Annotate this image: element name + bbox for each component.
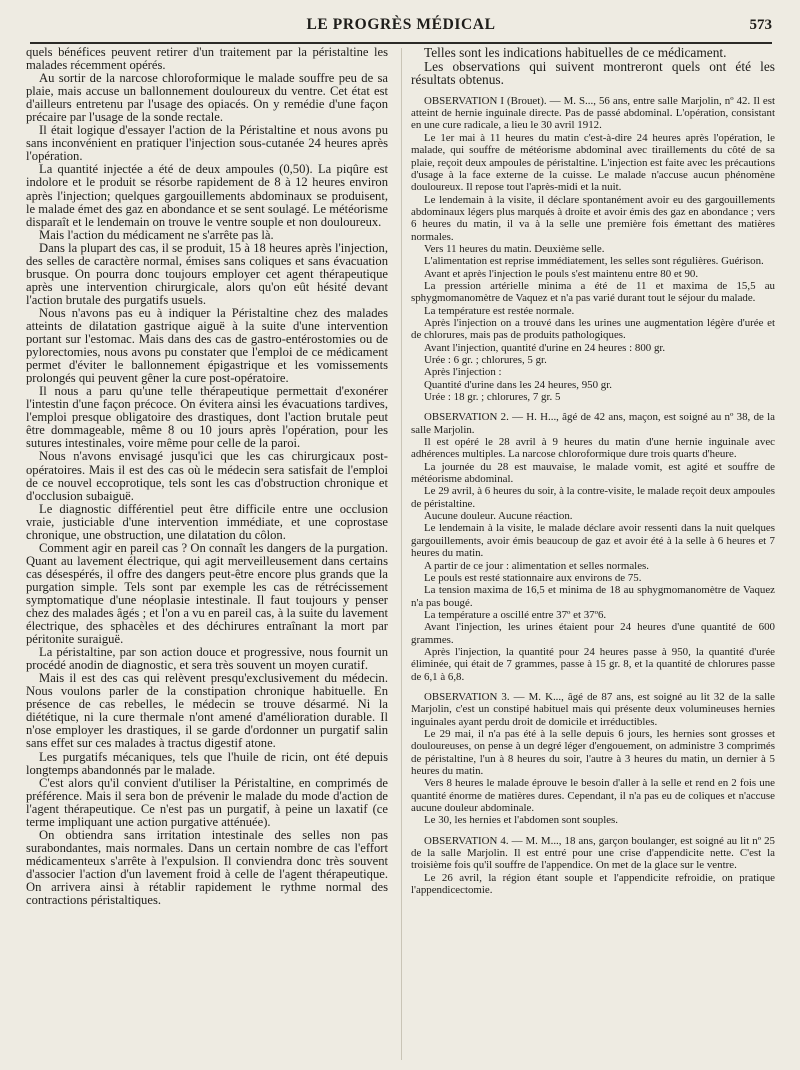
observation-2	[411, 411, 775, 683]
paragraph: Le 29 avril, à 6 heures du soir, à la contre-visite, le malade reçoit deux ampoules de péristaltine.	[411, 485, 775, 510]
paragraph: L'alimentation est reprise immédiatement, les selles sont régulières. Guérison.	[424, 255, 764, 268]
paragraph: Comment agir en pareil cas ? On connaît les dangers de la purgation. Quant au lavement électrique, qui agit merveilleusement dans certains cas désespérés, il offre des dangers peut-être encore plus grands que la purgation simple. Tels sont par exemple les cas de rétrécissement symptomatique d'une néoplasie intestinale. Il faut toujours y penser chez des malades âgés ; et l'on a vu en pareil cas, à la suite du lavement électrique, des sphacèles et des déchirures entraînant la mort par péritonite suraiguë.	[26, 540, 388, 647]
left-column	[26, 46, 388, 1062]
paragraph: La journée du 28 est mauvaise, le malade vomit, est agité et souffre de météorisme abdominal.	[411, 460, 775, 486]
paragraph: OBSERVATION I (Brouet). — M. S..., 56 ans, entre salle Marjolin, nº 42. Il est atteint de hernie inguinale directe. Pas de passé abdominal. L'opération, consistant en une cure radicale, a lieu le 30 avril 1912.	[411, 94, 775, 132]
paragraph: La péristaltine, par son action douce et progressive, nous fournit un procédé anodin de diagnostic, et sera très souvent un moyen curatif.	[26, 645, 388, 673]
paragraph: Le 29 mai, il n'a pas été à la selle depuis 6 jours, les hernies sont grosses et douloureuses, on pense à un degré léger d'engouement, on administre 3 comprimés de péristaltine, l'un à 8 heures du soir, l'autre à 3 heures du matin, un dernier à 5 heures du matin.	[411, 727, 775, 777]
paragraph: OBSERVATION 2. — H. H..., âgé de 42 ans, maçon, est soigné au nº 38, de la salle Marjolin.	[411, 411, 775, 436]
observation-1	[411, 95, 775, 404]
paragraph: Le diagnostic différentiel peut être difficile entre une occlusion vraie, justiciable d'une intervention immédiate, et une coprostase chronique, une obstruction, une dilatation du côlon.	[26, 501, 388, 542]
paragraph: Nous n'avons pas eu à indiquer la Péristaltine chez des malades atteints de dilatation gastrique aiguë à la suite d'une intervention portant sur l'estomac. Mais dans des cas de gastro-entérostomies ou de pylorectomies, nous avons pu constater que l'emploi de ce médicament permet d'éviter le ballonnement épigastrique et les vomissements prolongés qui peuvent gêner la cure post-opératoire.	[26, 305, 388, 386]
paragraph: Urée : 6 gr. ; chlorures, 5 gr.	[424, 354, 547, 366]
paragraph: Le lendemain à la visite, le malade déclare avoir ressenti dans la nuit quelques gargouillements, avoir émis beaucoup de gaz et avoir été à la selle à 6 heures et 7 heures du matin.	[411, 522, 775, 560]
paragraph: Après l'injection :	[424, 366, 502, 379]
observation-4	[411, 835, 775, 897]
paragraph: Il était logique d'essayer l'action de la Péristaltine et nous avons pu sans inconvénient en pratiquer l'injection sous-cutanée 24 heures après l'opération.	[26, 123, 388, 164]
paragraph: Le 1er mai à 11 heures du matin c'est-à-dire 24 heures après l'opération, le malade, qui souffre de météorisme abdominal avec tiraillements du côté de sa plaie, reçoit deux ampoules de péristaltine. L'injection est faite avec les précautions d'usage à la face externe de la cuisse. Le malade n'accuse aucun phénomène douloureux. Il repose tout l'après-midi et la nuit.	[411, 131, 775, 194]
paragraph: Les purgatifs mécaniques, tels que l'huile de ricin, ont été depuis longtemps abandonnés par le malade.	[26, 749, 388, 777]
paragraph: A partir de ce jour : alimentation et selles normales.	[424, 559, 650, 572]
right-column	[411, 46, 775, 1062]
paragraph: Telles sont les indications habituelles de ce médicament.	[424, 46, 727, 60]
paragraph: Avant l'injection, quantité d'urine en 24 heures : 800 gr.	[424, 341, 666, 354]
paragraph: Le lendemain à la visite, il déclare spontanément avoir eu des gargouillements abdominaux légers plus marqués à droite et avoir émis des gaz en abondance ; vers 6 heures du matin, il va à la selle une première fois émettant des matières normales.	[411, 193, 775, 243]
observation-3	[411, 691, 775, 827]
paragraph: Vers 8 heures le malade éprouve le besoin d'aller à la selle et rend en 2 fois une quantité énorme de matières dures. Cependant, il n'a pas eu de coliques et n'accuse aucune douleur abdominale.	[411, 777, 775, 815]
paragraph: La pression artérielle minima a été de 11 et maxima de 15,5 au sphygmomanomètre de Vaquez et n'a pas varié durant tout le séjour du malade.	[411, 279, 775, 305]
column-divider	[401, 48, 402, 1060]
paragraph: Mais l'action du médicament ne s'arrête pas là.	[39, 227, 274, 242]
paragraph: Dans la plupart des cas, il se produit, 15 à 18 heures après l'injection, des selles de caractère normal, émises sans coliques et sans évacuation brusque. On pourra donc toujours employer cet agent thérapeutique après une intervention chirurgicale, alors qu'on eût hésité devant l'action brutale des purgatifs usuels.	[26, 240, 388, 307]
paragraph: Quantité d'urine dans les 24 heures, 950 gr.	[424, 378, 612, 391]
paragraph: La température a oscillé entre 37º et 37º6.	[424, 608, 607, 621]
page-number: 573	[749, 17, 772, 33]
paragraph: Le 30, les hernies et l'abdomen sont souples.	[424, 814, 619, 827]
paragraph: La tension maxima de 16,5 et minima de 18 au sphygmomanomètre de Vaquez n'a pas bougé.	[411, 584, 775, 609]
paragraph: Il est opéré le 28 avril à 9 heures du matin d'une hernie inguinale avec adhérences multiples. La narcose chloroformique dure trois quarts d'heure.	[411, 436, 775, 461]
paragraph: Avant et après l'injection le pouls s'est maintenu entre 80 et 90.	[424, 267, 699, 280]
paragraph: Aucune douleur. Aucune réaction.	[424, 510, 573, 523]
paragraph: Nous n'avons envisagé jusqu'ici que les cas chirurgicaux post-opératoires. Mais il est des cas où le médecin sera satisfait de l'emploi de ce nouvel eccoprotique, tels sont les cas d'obstruction chronique et d'occlusion subaiguë.	[26, 449, 388, 503]
paragraph: Vers 11 heures du matin. Deuxième selle.	[424, 242, 605, 255]
paragraph: Après l'injection on a trouvé dans les urines une augmentation légère d'urée et de chlorures, mais pas de produits pathologiques.	[411, 316, 775, 342]
paragraph: La température est restée normale.	[424, 304, 575, 317]
paragraph: OBSERVATION 4. — M. M..., 18 ans, garçon boulanger, est soigné au lit nº 25 de la salle Marjolin. Il est entré pour une crise d'appendicite nette. C'est la troisième fois qu'il souffre de l'appendice. On met de la glace sur le ventre.	[411, 834, 775, 872]
paragraph: Le pouls est resté stationnaire aux environs de 75.	[424, 571, 642, 584]
paragraph: Après l'injection, la quantité pour 24 heures passe à 950, la quantité d'urée éliminée, qui était de 7 grammes, passe à 15 gr. 8, et la quantité de chlorures passe de 6,1 à 6,8.	[411, 645, 775, 683]
paragraph: Au sortir de la narcose chloroformique le malade souffre peu de sa plaie, mais accuse un ballonnement douloureux du ventre. Cet état est d'ailleurs entretenu par l'usage des opiacés. On y remédie d'une façon précaire par l'usage de la sonde rectale.	[26, 71, 388, 125]
page-header	[30, 16, 772, 42]
paragraph: Les observations qui suivent montreront quels ont été les résultats obtenus.	[411, 58, 775, 88]
paragraph: Le 26 avril, la région étant souple et l'appendicite refroidie, on pratique l'appendicectomie.	[411, 871, 775, 897]
paragraph: Il nous a paru qu'une telle thérapeutique permettait d'exonérer l'intestin d'une façon précoce. On évitera ainsi les évacuations tardives, l'emploi presque obligatoire des drastiques, dont l'action brutale peut être dommageable, même 8 ou 10 jours après l'opération, pour les sutures intestinales, voire même pour celle de la paroi.	[26, 384, 388, 451]
header-rule	[30, 42, 772, 44]
paragraph: C'est alors qu'il convient d'utiliser la Péristaltine, en comprimés de préférence. Mais il sera bon de prévenir le malade du mode d'action de l'agent thérapeutique. Ce n'est pas un purgatif, à peine un laxatif (ce terme impliquant une action purgative atténuée).	[26, 775, 388, 829]
journal-title: LE PROGRÈS MÉDICAL	[306, 16, 496, 33]
intro-text	[411, 46, 775, 87]
paragraph: quels bénéfices peuvent retirer d'un traitement par la péristaltine les malades récemment opérés.	[26, 46, 388, 73]
paragraph: Mais il est des cas qui relèvent presqu'exclusivement du médecin. Nous voulons parler de la constipation chronique habituelle. En présence de cas rebelles, le médecin se trouve désarmé. Ni la diététique, ni la cure thermale n'ont amené d'amélioration durable. Il n'ose employer les drastiques, il se garde d'ordonner un purgatif salin sans effet sur ces malades à tractus digestif atone.	[26, 671, 388, 751]
paragraph: La quantité injectée a été de deux ampoules (0,50). La piqûre est indolore et le produit se résorbe rapidement de 8 à 12 heures environ après l'injection; quelques gargouillements abdominaux se produisent, le malade émet des gaz en abondance et se sent soulagé. Le météorisme disparaît et le lendemain on trouve le ventre souple et non douloureux.	[26, 162, 388, 229]
paragraph: OBSERVATION 3. — M. K..., âgé de 87 ans, est soigné au lit 32 de la salle Marjolin, c'est un constipé habituel mais qui présente deux volumineuses hernies inguinales ayant perdu droit de domicile et irréductibles.	[411, 690, 775, 728]
paragraph: Urée : 18 gr. ; chlorures, 7 gr. 5	[424, 391, 561, 404]
paragraph: Avant l'injection, les urines étaient pour 24 heures d'une quantité de 600 grammes.	[411, 621, 775, 646]
paragraph: On obtiendra sans irritation intestinale des selles non pas surabondantes, mais normales. Dans un certain nombre de cas l'effort médicamenteux s'arrête à l'expulsion. Il conviendra donc très souvent d'associer l'action d'un lavement froid à celle de l'agent thérapeutique. On arrivera ainsi à rétablir rapidement le rythme normal des contractions péristaltiques.	[26, 827, 388, 908]
